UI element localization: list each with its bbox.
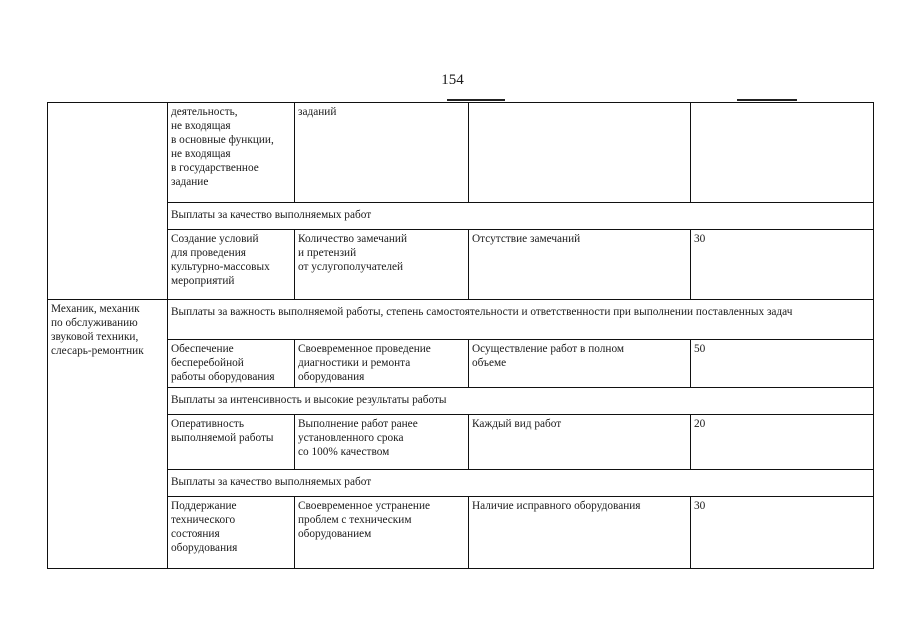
amount-cell: 50 (691, 340, 874, 388)
criterion-cell: Своевременное устранение проблем с техническим оборудованием (295, 497, 469, 569)
position-cell (48, 103, 168, 300)
table-body (48, 103, 874, 569)
criterion-cell: Выполнение работ ранее установленного срока со 100% качеством (295, 415, 469, 470)
indicator-cell: Поддержание технического состояния оборудования (168, 497, 295, 569)
indicator-cell: Создание условий для проведения культурно-массовых мероприятий (168, 230, 295, 300)
condition-cell (469, 103, 691, 203)
condition-cell: Наличие исправного оборудования (469, 497, 691, 569)
scan-mark (737, 99, 797, 101)
section-row (48, 388, 874, 415)
table-row (48, 230, 874, 300)
indicator-cell: Оперативность выполняемой работы (168, 415, 295, 470)
section-header: Выплаты за важность выполняемой работы, степень самостоятельности и ответственности при выполнении поставленных задач (168, 300, 874, 340)
indicator-cell: Обеспечение бесперебойной работы оборудования (168, 340, 295, 388)
condition-cell: Каждый вид работ (469, 415, 691, 470)
condition-cell: Осуществление работ в полном объеме (469, 340, 691, 388)
table-row (48, 340, 874, 388)
table-row (48, 415, 874, 470)
table-row (48, 497, 874, 569)
condition-cell: Отсутствие замечаний (469, 230, 691, 300)
position-cell: Механик, механик по обслуживанию звуковой техники, слесарь-ремонтник (48, 300, 168, 569)
section-row (48, 300, 874, 340)
amount-cell (691, 103, 874, 203)
criterion-cell: Своевременное проведение диагностики и ремонта оборудования (295, 340, 469, 388)
payments-table (47, 102, 874, 569)
section-header: Выплаты за качество выполняемых работ (168, 470, 874, 497)
amount-cell: 30 (691, 230, 874, 300)
section-header: Выплаты за интенсивность и высокие результаты работы (168, 388, 874, 415)
indicator-cell: деятельность, не входящая в основные функции, не входящая в государственное задание (168, 103, 295, 203)
section-row (48, 203, 874, 230)
table-row (48, 103, 874, 203)
section-header: Выплаты за качество выполняемых работ (168, 203, 874, 230)
page-number: 154 (441, 72, 464, 88)
criterion-cell: Количество замечаний и претензий от услугополучателей (295, 230, 469, 300)
amount-cell: 30 (691, 497, 874, 569)
amount-cell: 20 (691, 415, 874, 470)
criterion-cell: заданий (295, 103, 469, 203)
scan-mark (447, 99, 505, 101)
section-row (48, 470, 874, 497)
